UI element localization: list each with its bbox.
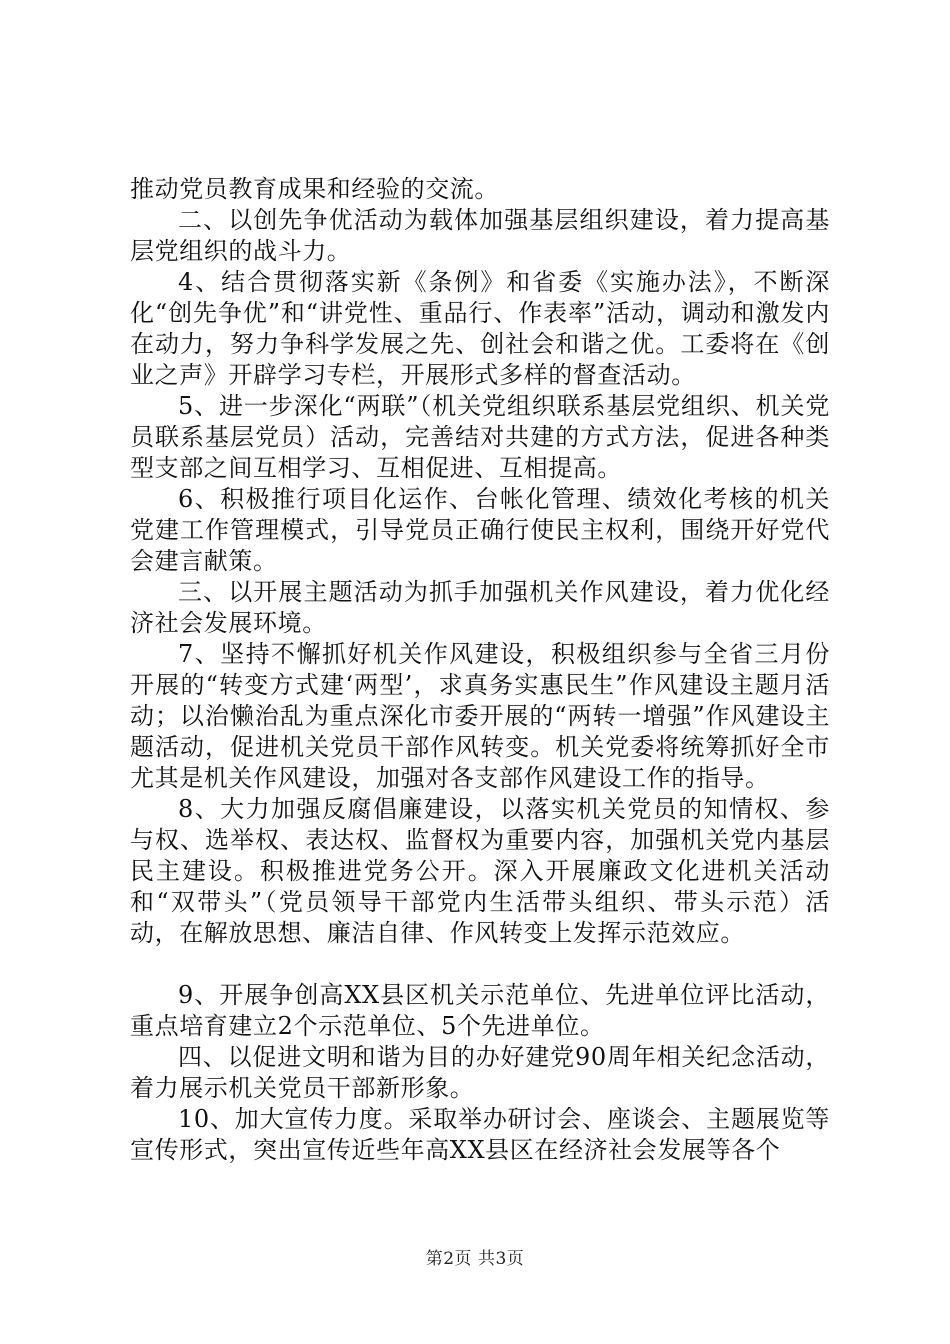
section-heading-2: 二、以创先争优活动为载体加强基层组织建设，着力提高基层党组织的战斗力。 — [130, 206, 830, 265]
section-heading-4: 四、以促进文明和谐为目的办好建党90周年相关纪念活动，着力展示机关党员干部新形象。 — [130, 1043, 830, 1102]
paragraph-item-10: 10、加大宣传力度。采取举办研讨会、座谈会、主题展览等宣传形式，突出宣传近些年高XX县区在经济社会发展等各个 — [130, 1105, 830, 1164]
document-body — [130, 174, 830, 1166]
paragraph-1: 推动党员教育成果和经验的交流。 — [130, 175, 499, 203]
paragraph-item-5: 5、进一步深化“两联”（机关党组织联系基层党组织、机关党员联系基层党员）活动，完善结对共建的方式方法，促进各种类型支部之间互相学习、互相促进、互相提高。 — [130, 392, 830, 482]
paragraph-item-8: 8、大力加强反腐倡廉建设，以落实机关党员的知情权、参与权、选举权、表达权、监督权为重要内容，加强机关党内基层民主建设。积极推进党务公开。深入开展廉政文化进机关活动和“双带头”（党员领导干部党内生活带头组织、带头示范）活动，在解放思想、廉洁自律、作风转变上发挥示范效应。 — [130, 795, 830, 947]
paragraph-item-9: 9、开展争创高XX县区机关示范单位、先进单位评比活动，重点培育建立2个示范单位、5个先进单位。 — [130, 981, 830, 1040]
paragraph-item-6: 6、积极推行项目化运作、台帐化管理、绩效化考核的机关党建工作管理模式，引导党员正确行使民主权利，围绕开好党代会建言献策。 — [130, 485, 830, 575]
paragraph-item-7: 7、坚持不懈抓好机关作风建设，积极组织参与全省三月份开展的“转变方式建‘两型’，求真务实惠民生”作风建设主题月活动；以治懒治乱为重点深化市委开展的“两转一增强”作风建设主题活动，促进机关党员干部作风转变。机关党委将统筹抓好全市尤其是机关作风建设，加强对各支部作风建设工作的指导。 — [130, 640, 830, 792]
page-number-footer: 第2页 共3页 — [425, 1249, 525, 1269]
section-heading-3: 三、以开展主题活动为抓手加强机关作风建设，着力优化经济社会发展环境。 — [130, 578, 830, 637]
paragraph-item-4: 4、结合贯彻落实新《条例》和省委《实施办法》，不断深化“创先争优”和“讲党性、重品行、作表率”活动，调动和激发内在动力，努力争科学发展之先、创社会和谐之优。工委将在《创业之声》开辟学习专栏，开展形式多样的督查活动。 — [130, 268, 830, 389]
paragraph-spacer — [130, 949, 830, 980]
